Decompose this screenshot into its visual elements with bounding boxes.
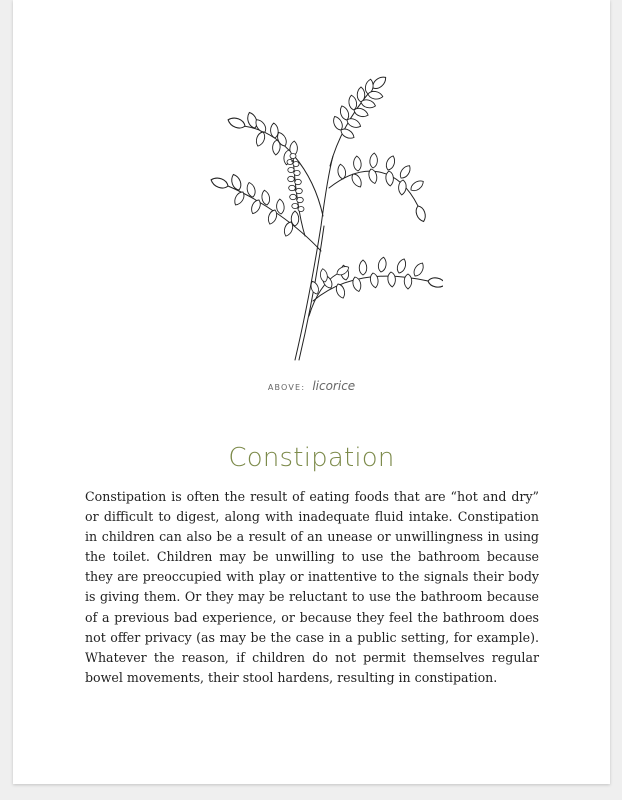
licorice-plant-icon (203, 76, 443, 366)
caption-prefix: ABOVE: (267, 383, 306, 392)
illustration-caption (13, 375, 610, 394)
body-paragraph: Constipation is often the result of eating foods that are “hot and dry” or difficult to digest, along with inadequate fluid intake. Constipation in children can also be a result of an unease or unwillingness in using the toilet. Children may be unwilling to use the bathroom because they are preoccupied with play or inattentive to the signals their body is giving them. Or they may be reluctant to use the bathroom because of a previous bad experience, or because they feel the bathroom does not offer privacy (as may be the case in a public setting, for example). Whatever the reason, if children do not permit themselves regular bowel movements, their stool hardens, resulting in constipation. (85, 489, 539, 685)
section-title: Constipation (228, 443, 395, 473)
caption-plant-name: licorice (312, 379, 356, 393)
page (13, 0, 610, 784)
